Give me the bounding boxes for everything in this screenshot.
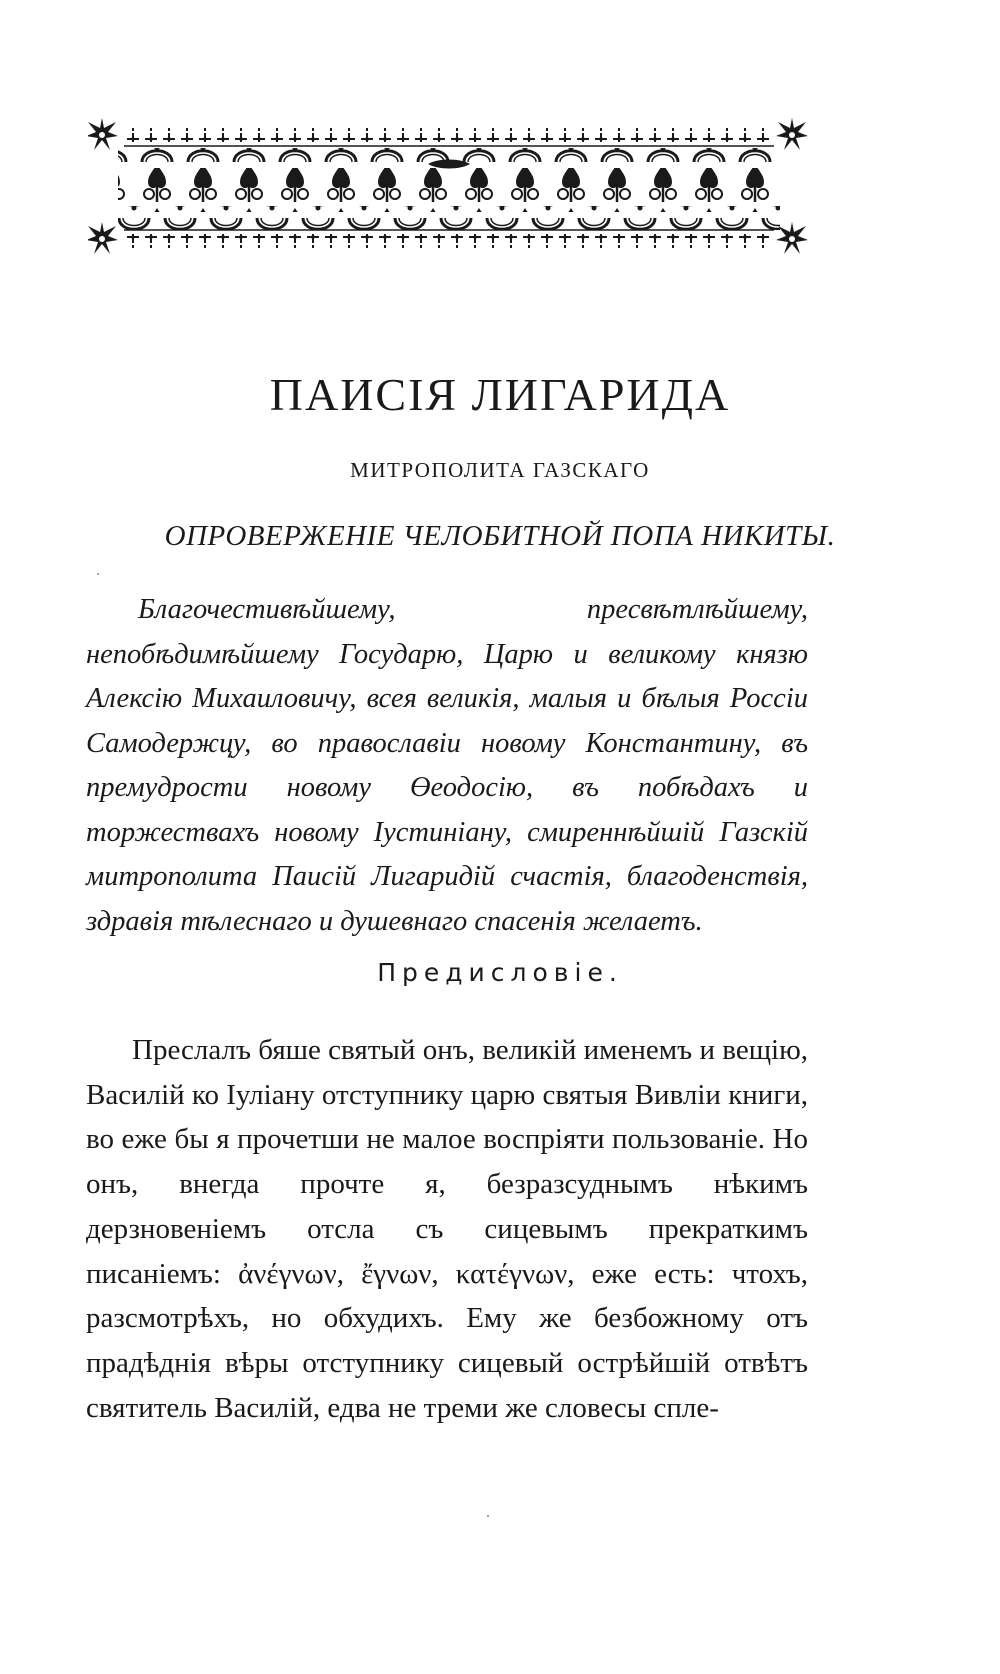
page-subtitle: МИТРОПОЛИТА ГАЗСКАГО (350, 458, 650, 482)
ornamental-headpiece (88, 118, 810, 258)
body-paragraph: Преслалъ бяше святый онъ, великій именемъ и вещію, Василій ко Іуліану отступнику царю святыя Вивліи книги, во еже бы я прочетши не малое воспріяти пользованіе. Но онъ, внегда прочте я, безразсуднымъ нѣкимъ дерзновеніемъ отсла съ сицевымъ прекраткимъ писаніемъ: ἀνέγνων, ἔγνων, κατέγνων, еже есть: чтохъ, разсмотрѣхъ, но обхудихъ. Ему же безбожному отъ прадѣднія вѣры отступнику сицевый острѣйшій отвѣтъ святитель Василій, едва не треми же словесы спле- (86, 1034, 808, 1424)
dedication-paragraph: Благочестивѣйшему, пресвѣтлѣйшему, непобѣдимѣйшему Государю, Царю и великому князю Алексію Михаиловичу, всея великія, малыя и бѣлыя Россіи Самодержцу, во православіи новому Константину, въ премудрости новому Өеодосію, въ побѣдахъ и торжествахъ новому Іустиніану, смиреннѣйшій Газскій митрополита Паисій Лигаридій счастія, благоденствія, здравія тѣлеснаго и душевнаго спасенія желаетъ. (86, 594, 808, 937)
page-title: ПАИСІЯ ЛИГАРИДА (269, 369, 731, 420)
print-speck (487, 1515, 489, 1517)
preface-heading: Предисловіе. (377, 958, 623, 987)
print-speck (97, 573, 99, 575)
work-heading: ОПРОВЕРЖЕНІЕ ЧЕЛОБИТНОЙ ПОПА НИКИТЫ. (164, 520, 836, 552)
